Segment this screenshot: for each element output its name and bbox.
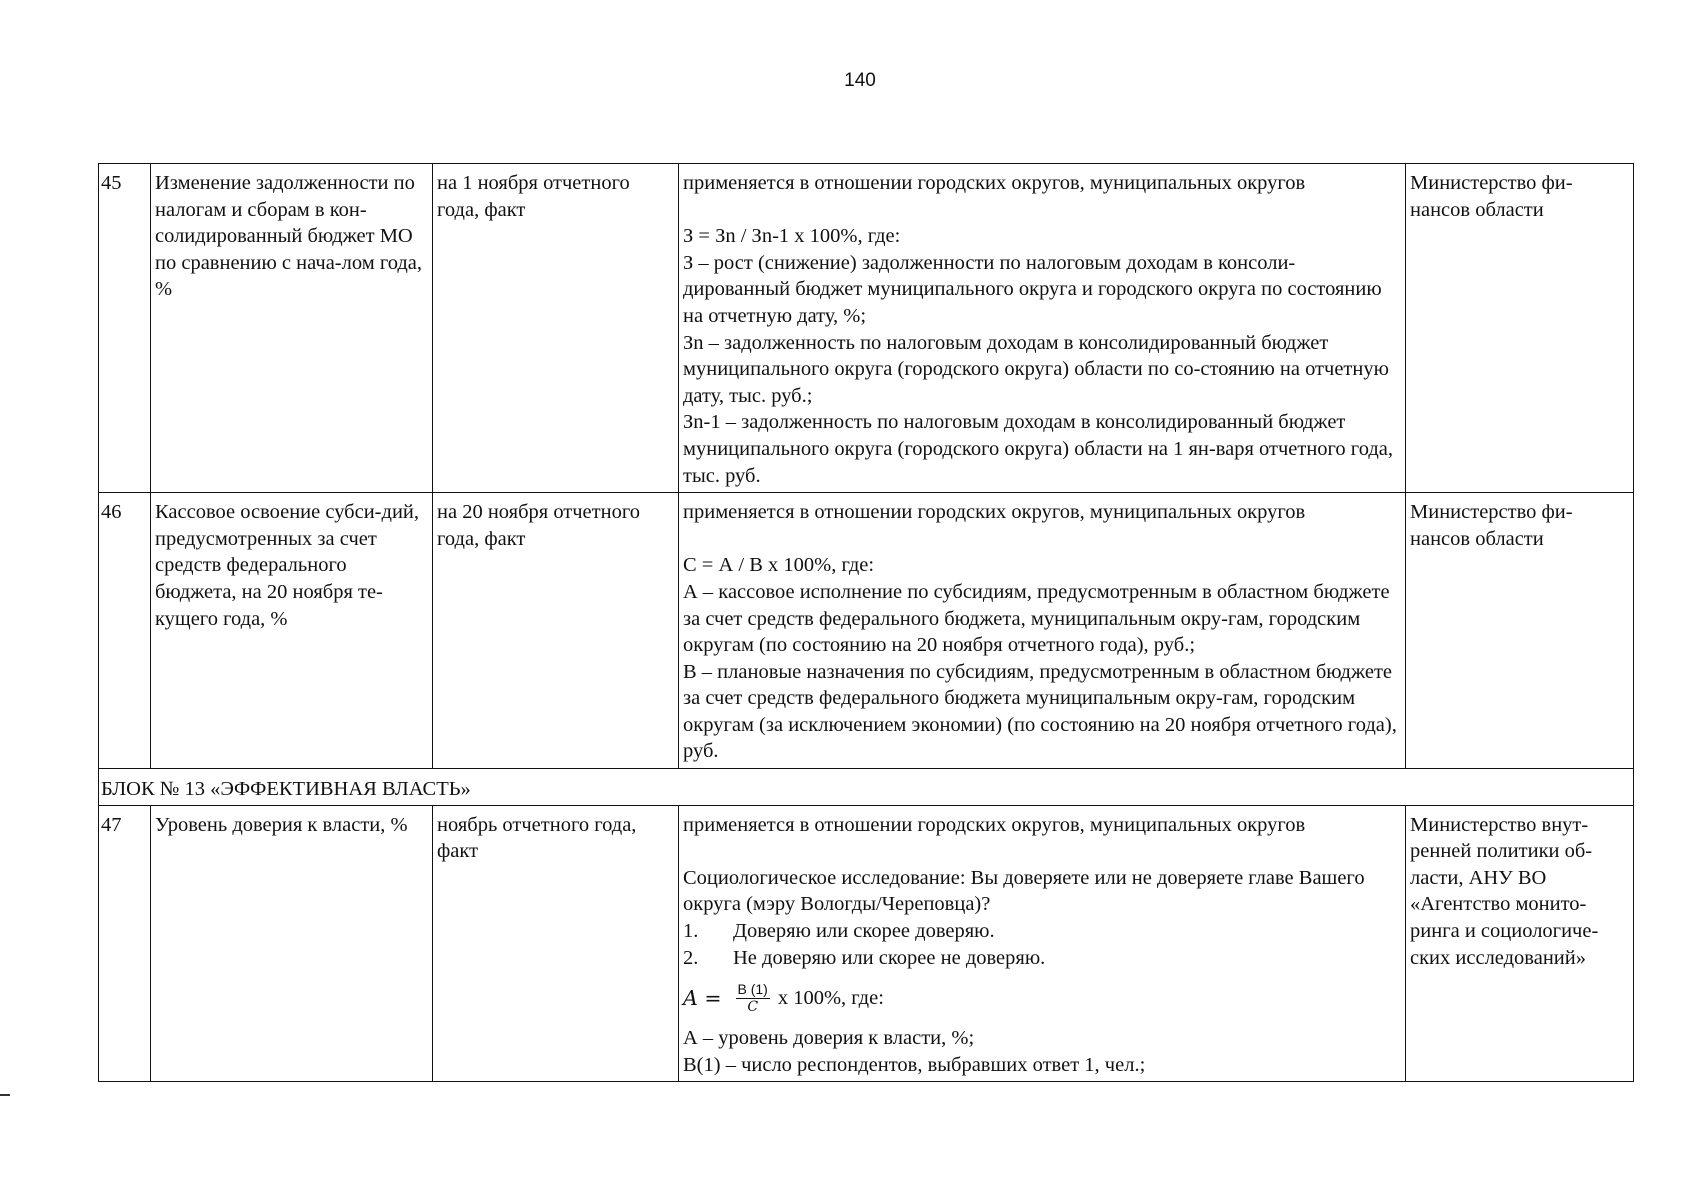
row-number: 45 [99, 164, 151, 493]
block-title: БЛОК № 13 «ЭФФЕКТИВНАЯ ВЛАСТЬ» [99, 769, 1634, 806]
responsible-body: Министерство фи-нансов области [1406, 164, 1634, 493]
calculation-method [679, 493, 1406, 769]
trust-formula: A = $\frac{B (1)}{C}$ x 100%, где: [683, 980, 884, 1015]
row-number: 47 [99, 805, 151, 1082]
definition-text: Зn – задолженность по налоговым доходам в консолидированный бюджет муниципального округа (городского округа) области по со-стоянию на отчетную дату, тыс. руб.; [683, 331, 1389, 407]
applies-text: применяется в отношении городских округов, муниципальных округов [683, 172, 1306, 194]
indicator-name: Изменение задолженности по налогам и сборам в кон-солидированный бюджет МО по сравнению с нача-лом года, % [151, 164, 433, 493]
responsible-body: Министерство фи-нансов области [1406, 493, 1634, 769]
indicators-table [98, 163, 1634, 1082]
table-row [99, 805, 1634, 1082]
indicator-name: Уровень доверия к власти, % [151, 805, 433, 1082]
definition-text: В(1) – число респондентов, выбравших ответ 1, чел.; [683, 1053, 1146, 1076]
definition-text: З – рост (снижение) задолженности по налоговым доходам в консоли-дированный бюджет муниципального округа и городского округа по состоянию на отчетную дату, %; [683, 251, 1382, 327]
calculation-method [679, 164, 1406, 493]
applies-text: применяется в отношении городских округов, муниципальных округов [683, 501, 1306, 524]
calculation-method [679, 805, 1406, 1082]
reporting-date: на 1 ноября отчетного года, факт [433, 164, 679, 493]
formula-text: З = Зn / Зn-1 х 100%, где: [683, 225, 901, 248]
survey-question: Социологическое исследование: Вы доверяете или не доверяете главе Вашего округа (мэру Вологды/Череповца)? [683, 866, 1365, 916]
applies-text: применяется в отношении городских округов, муниципальных округов [683, 813, 1306, 836]
table-row [99, 164, 1634, 493]
reporting-date: ноябрь отчетного года, факт [433, 805, 679, 1082]
indicator-name: Кассовое освоение субси-дий, предусмотренных за счет средств федерального бюджета, на 20 ноября те-кущего года, % [151, 493, 433, 769]
definition-text: А – уровень доверия к власти, %; [683, 1027, 975, 1050]
row-number: 46 [99, 493, 151, 769]
reporting-date: на 20 ноября отчетного года, факт [433, 493, 679, 769]
formula-text: С = А / В х 100%, где: [683, 554, 875, 577]
definition-text: В – плановые назначения по субсидиям, предусмотренным в областном бюджете за счет средств федерального бюджета муниципальным окру-гам, городским округам (за исключением экономии) (по состоянию на 20 ноября отчетного года), руб. [683, 660, 1397, 763]
survey-option: 2. Не доверяю или скорее не доверяю. [683, 946, 1046, 969]
table-row [99, 493, 1634, 769]
block-header-row [99, 769, 1634, 806]
formula-fraction: $\frac{B (1)}{C}$ [737, 980, 768, 1015]
page-number: 140 [844, 70, 876, 91]
responsible-body: Министерство внут-ренней политики об-ласти, АНУ ВО «Агентство монито-ринга и социологиче-ских исследований» [1406, 805, 1634, 1082]
margin-tick [0, 1094, 10, 1096]
definition-text: А – кассовое исполнение по субсидиям, предусмотренным в областном бюджете за счет средств федерального бюджета, муниципальным окру-гам, городским округам (по состоянию на 20 ноября отчетного года), руб.; [683, 580, 1390, 657]
definition-text: Зn-1 – задолженность по налоговым доходам в консолидированный бюджет муниципального округа (городского округа) области на 1 ян-варя отчетного года, тыс. руб. [683, 411, 1394, 487]
survey-option: 1. Доверяю или скорее доверяю. [683, 920, 995, 943]
